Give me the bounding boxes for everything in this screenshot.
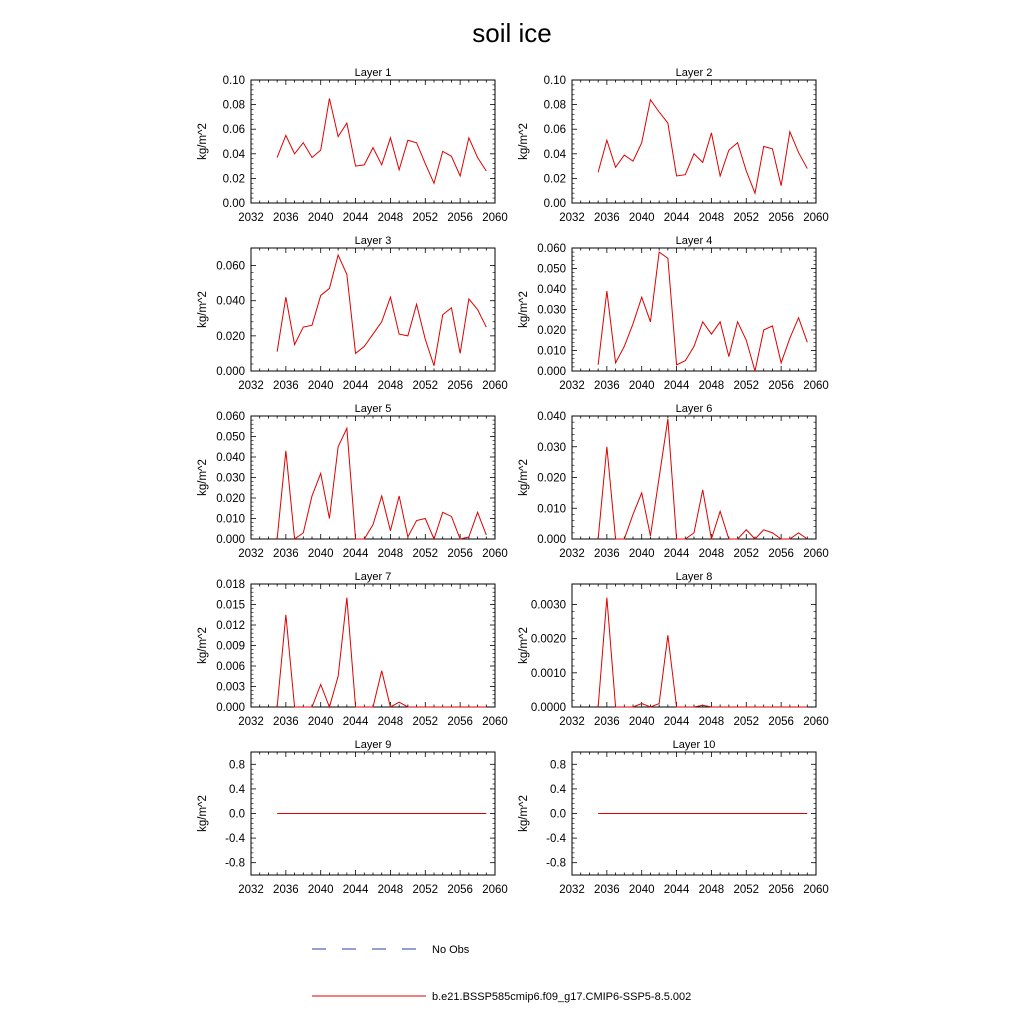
x-tick-label: 2052	[412, 212, 439, 224]
x-tick-label: 2032	[238, 380, 264, 392]
y-tick-label: 0.020	[537, 325, 566, 337]
series-line	[277, 428, 486, 539]
x-tick-label: 2044	[342, 884, 369, 896]
series-line	[277, 598, 486, 707]
y-tick-label: -0.4	[546, 833, 566, 846]
x-tick-label: 2036	[594, 548, 620, 560]
x-tick-label: 2040	[307, 548, 334, 560]
y-tick-label: 0.08	[222, 99, 245, 112]
panel-title: Layer 3	[354, 235, 392, 247]
y-tick-label: 0.050	[537, 263, 566, 276]
x-tick-label: 2044	[663, 548, 690, 560]
x-tick-label: 2044	[663, 884, 690, 896]
y-tick-label: 0.06	[222, 124, 245, 137]
y-tick-label: 0.010	[537, 345, 566, 358]
panel-layer-6	[518, 403, 829, 560]
x-tick-label: 2044	[342, 212, 369, 224]
plot-frame	[572, 584, 816, 707]
x-tick-label: 2036	[594, 884, 620, 896]
y-tick-label: 0.4	[229, 783, 245, 796]
x-tick-label: 2044	[342, 716, 369, 728]
x-tick-label: 2032	[559, 716, 585, 728]
y-tick-label: -0.8	[546, 857, 566, 870]
x-tick-label: 2056	[768, 716, 794, 728]
panel-title: Layer 4	[675, 235, 713, 247]
x-tick-label: 2052	[733, 380, 760, 392]
x-tick-label: 2048	[377, 212, 404, 224]
panel-grid	[197, 67, 829, 896]
panel-title: Layer 7	[354, 571, 392, 583]
x-tick-label: 2060	[803, 212, 829, 224]
x-tick-label: 2060	[482, 548, 508, 560]
x-tick-label: 2036	[594, 716, 620, 728]
x-tick-label: 2040	[628, 716, 655, 728]
y-axis-label: kg/m^2	[197, 459, 209, 496]
x-tick-label: 2036	[273, 548, 299, 560]
panel-title: Layer 6	[675, 403, 713, 415]
plot-frame	[251, 80, 495, 203]
x-tick-label: 2032	[559, 884, 585, 896]
y-tick-label: 0.009	[216, 640, 245, 653]
x-tick-label: 2056	[768, 380, 794, 392]
y-axis-label: kg/m^2	[518, 123, 530, 160]
x-tick-label: 2056	[447, 716, 473, 728]
y-tick-label: 0.020	[537, 472, 566, 485]
legend	[312, 944, 691, 1003]
y-tick-label: 0.060	[216, 411, 245, 423]
x-tick-label: 2052	[733, 548, 760, 560]
y-tick-label: 0.8	[550, 759, 566, 772]
y-tick-label: -0.8	[225, 857, 245, 870]
y-tick-label: 0.0	[229, 808, 245, 821]
y-tick-label: 0.040	[537, 411, 566, 423]
panel-title: Layer 9	[354, 739, 392, 751]
x-tick-label: 2036	[273, 380, 299, 392]
x-tick-label: 2036	[273, 212, 299, 224]
x-tick-label: 2048	[698, 548, 725, 560]
panel-layer-2	[518, 67, 829, 224]
x-tick-label: 2048	[377, 380, 404, 392]
series-line	[277, 255, 486, 366]
series-line	[598, 419, 807, 539]
y-tick-label: 0.000	[216, 534, 245, 546]
x-tick-label: 2060	[803, 884, 829, 896]
y-tick-label: 0.003	[216, 681, 245, 694]
x-tick-label: 2052	[412, 548, 439, 560]
x-tick-label: 2040	[628, 884, 655, 896]
panel-layer-3	[197, 235, 508, 392]
x-tick-label: 2056	[768, 548, 794, 560]
x-tick-label: 2048	[377, 548, 404, 560]
y-tick-label: 0.0030	[530, 599, 566, 612]
x-tick-label: 2060	[803, 716, 829, 728]
legend-label-no-obs: No Obs	[432, 944, 470, 956]
x-tick-label: 2060	[482, 380, 508, 392]
x-tick-label: 2040	[307, 884, 334, 896]
x-tick-label: 2032	[238, 884, 264, 896]
y-tick-label: 0.0000	[530, 702, 566, 714]
y-tick-label: 0.040	[216, 452, 245, 464]
x-tick-label: 2056	[447, 548, 473, 560]
x-tick-label: 2060	[482, 884, 508, 896]
x-tick-label: 2052	[733, 716, 760, 728]
x-tick-label: 2048	[698, 380, 725, 392]
y-tick-label: 0.00	[543, 198, 566, 210]
y-tick-label: 0.04	[222, 148, 245, 161]
y-tick-label: 0.040	[537, 284, 566, 296]
x-tick-label: 2056	[447, 212, 473, 224]
panel-layer-9	[197, 739, 508, 896]
plot-frame	[572, 416, 816, 539]
y-axis-label: kg/m^2	[518, 291, 530, 328]
y-tick-label: 0.030	[537, 304, 566, 317]
y-tick-label: 0.000	[216, 702, 245, 714]
y-tick-label: 0.0020	[530, 633, 566, 646]
x-tick-label: 2040	[628, 212, 655, 224]
y-axis-label: kg/m^2	[197, 627, 209, 664]
series-line	[598, 252, 807, 371]
y-tick-label: 0.8	[229, 759, 245, 772]
x-tick-label: 2060	[803, 548, 829, 560]
x-tick-label: 2044	[342, 380, 369, 392]
x-tick-label: 2048	[377, 884, 404, 896]
panel-layer-4	[518, 235, 829, 392]
panel-layer-10	[518, 739, 829, 896]
y-tick-label: 0.010	[537, 503, 566, 516]
y-tick-label: 0.10	[222, 75, 245, 87]
y-tick-label: 0.040	[216, 295, 245, 308]
y-tick-label: 0.06	[543, 124, 566, 137]
y-tick-label: 0.050	[216, 431, 245, 444]
x-tick-label: 2048	[698, 884, 725, 896]
x-tick-label: 2036	[273, 716, 299, 728]
y-tick-label: 0.060	[537, 243, 566, 255]
y-tick-label: 0.00	[222, 198, 245, 210]
x-tick-label: 2040	[307, 380, 334, 392]
x-tick-label: 2056	[768, 884, 794, 896]
y-tick-label: 0.02	[543, 173, 566, 186]
x-tick-label: 2032	[238, 212, 264, 224]
x-tick-label: 2048	[698, 716, 725, 728]
x-tick-label: 2052	[412, 716, 439, 728]
x-tick-label: 2032	[238, 548, 264, 560]
panel-title: Layer 10	[672, 739, 716, 751]
figure-title: soil ice	[472, 18, 552, 48]
x-tick-label: 2060	[482, 716, 508, 728]
panel-layer-8	[518, 571, 829, 728]
x-tick-label: 2044	[663, 716, 690, 728]
x-tick-label: 2044	[663, 380, 690, 392]
y-axis-label: kg/m^2	[518, 627, 530, 664]
x-tick-label: 2032	[559, 212, 585, 224]
panel-layer-1	[197, 67, 508, 224]
y-tick-label: 0.0010	[530, 667, 566, 680]
y-tick-label: 0.020	[216, 493, 245, 505]
y-axis-label: kg/m^2	[518, 459, 530, 496]
y-tick-label: 0.4	[550, 783, 566, 796]
series-line	[598, 598, 807, 707]
y-tick-label: 0.04	[543, 148, 566, 161]
y-tick-label: 0.006	[216, 661, 245, 673]
y-tick-label: 0.10	[543, 75, 566, 87]
y-tick-label: 0.030	[537, 441, 566, 454]
x-tick-label: 2032	[238, 716, 264, 728]
panel-layer-7	[197, 571, 508, 728]
x-tick-label: 2052	[412, 884, 439, 896]
plot-frame	[251, 416, 495, 539]
x-tick-label: 2036	[273, 884, 299, 896]
y-tick-label: 0.000	[537, 534, 566, 546]
legend-label-model: b.e21.BSSP585cmip6.f09_g17.CMIP6-SSP5-8.5.002	[432, 991, 692, 1003]
x-tick-label: 2056	[768, 212, 794, 224]
x-tick-label: 2032	[559, 548, 585, 560]
y-tick-label: 0.015	[216, 599, 245, 612]
x-tick-label: 2040	[628, 380, 655, 392]
panel-title: Layer 1	[354, 67, 392, 79]
y-tick-label: 0.020	[216, 330, 245, 343]
x-tick-label: 2056	[447, 380, 473, 392]
y-axis-label: kg/m^2	[197, 123, 209, 160]
x-tick-label: 2060	[803, 380, 829, 392]
y-tick-label: 0.010	[216, 513, 245, 526]
x-tick-label: 2036	[594, 380, 620, 392]
x-tick-label: 2056	[447, 884, 473, 896]
x-tick-label: 2052	[412, 380, 439, 392]
series-line	[277, 98, 486, 183]
x-tick-label: 2044	[663, 212, 690, 224]
y-tick-label: 0.000	[537, 366, 566, 378]
series-line	[598, 100, 807, 193]
y-tick-label: 0.030	[216, 472, 245, 485]
x-tick-label: 2044	[342, 548, 369, 560]
y-tick-label: 0.02	[222, 173, 245, 186]
x-tick-label: 2052	[733, 212, 760, 224]
y-tick-label: 0.08	[543, 99, 566, 112]
x-tick-label: 2048	[377, 716, 404, 728]
y-tick-label: 0.0	[550, 808, 566, 821]
y-tick-label: 0.000	[216, 366, 245, 378]
y-tick-label: 0.060	[216, 260, 245, 273]
y-axis-label: kg/m^2	[197, 795, 209, 832]
y-axis-label: kg/m^2	[197, 291, 209, 328]
x-tick-label: 2040	[628, 548, 655, 560]
panel-title: Layer 5	[354, 403, 392, 415]
plot-frame	[251, 248, 495, 371]
x-tick-label: 2032	[559, 380, 585, 392]
x-tick-label: 2040	[307, 716, 334, 728]
panel-layer-5	[197, 403, 508, 560]
plot-frame	[251, 584, 495, 707]
y-tick-label: 0.018	[216, 579, 245, 591]
x-tick-label: 2052	[733, 884, 760, 896]
x-tick-label: 2036	[594, 212, 620, 224]
x-tick-label: 2048	[698, 212, 725, 224]
y-tick-label: 0.012	[216, 620, 245, 632]
x-tick-label: 2060	[482, 212, 508, 224]
y-tick-label: -0.4	[225, 833, 245, 846]
y-axis-label: kg/m^2	[518, 795, 530, 832]
panel-title: Layer 8	[675, 571, 713, 583]
x-tick-label: 2040	[307, 212, 334, 224]
panel-title: Layer 2	[675, 67, 713, 79]
plot-frame	[572, 80, 816, 203]
